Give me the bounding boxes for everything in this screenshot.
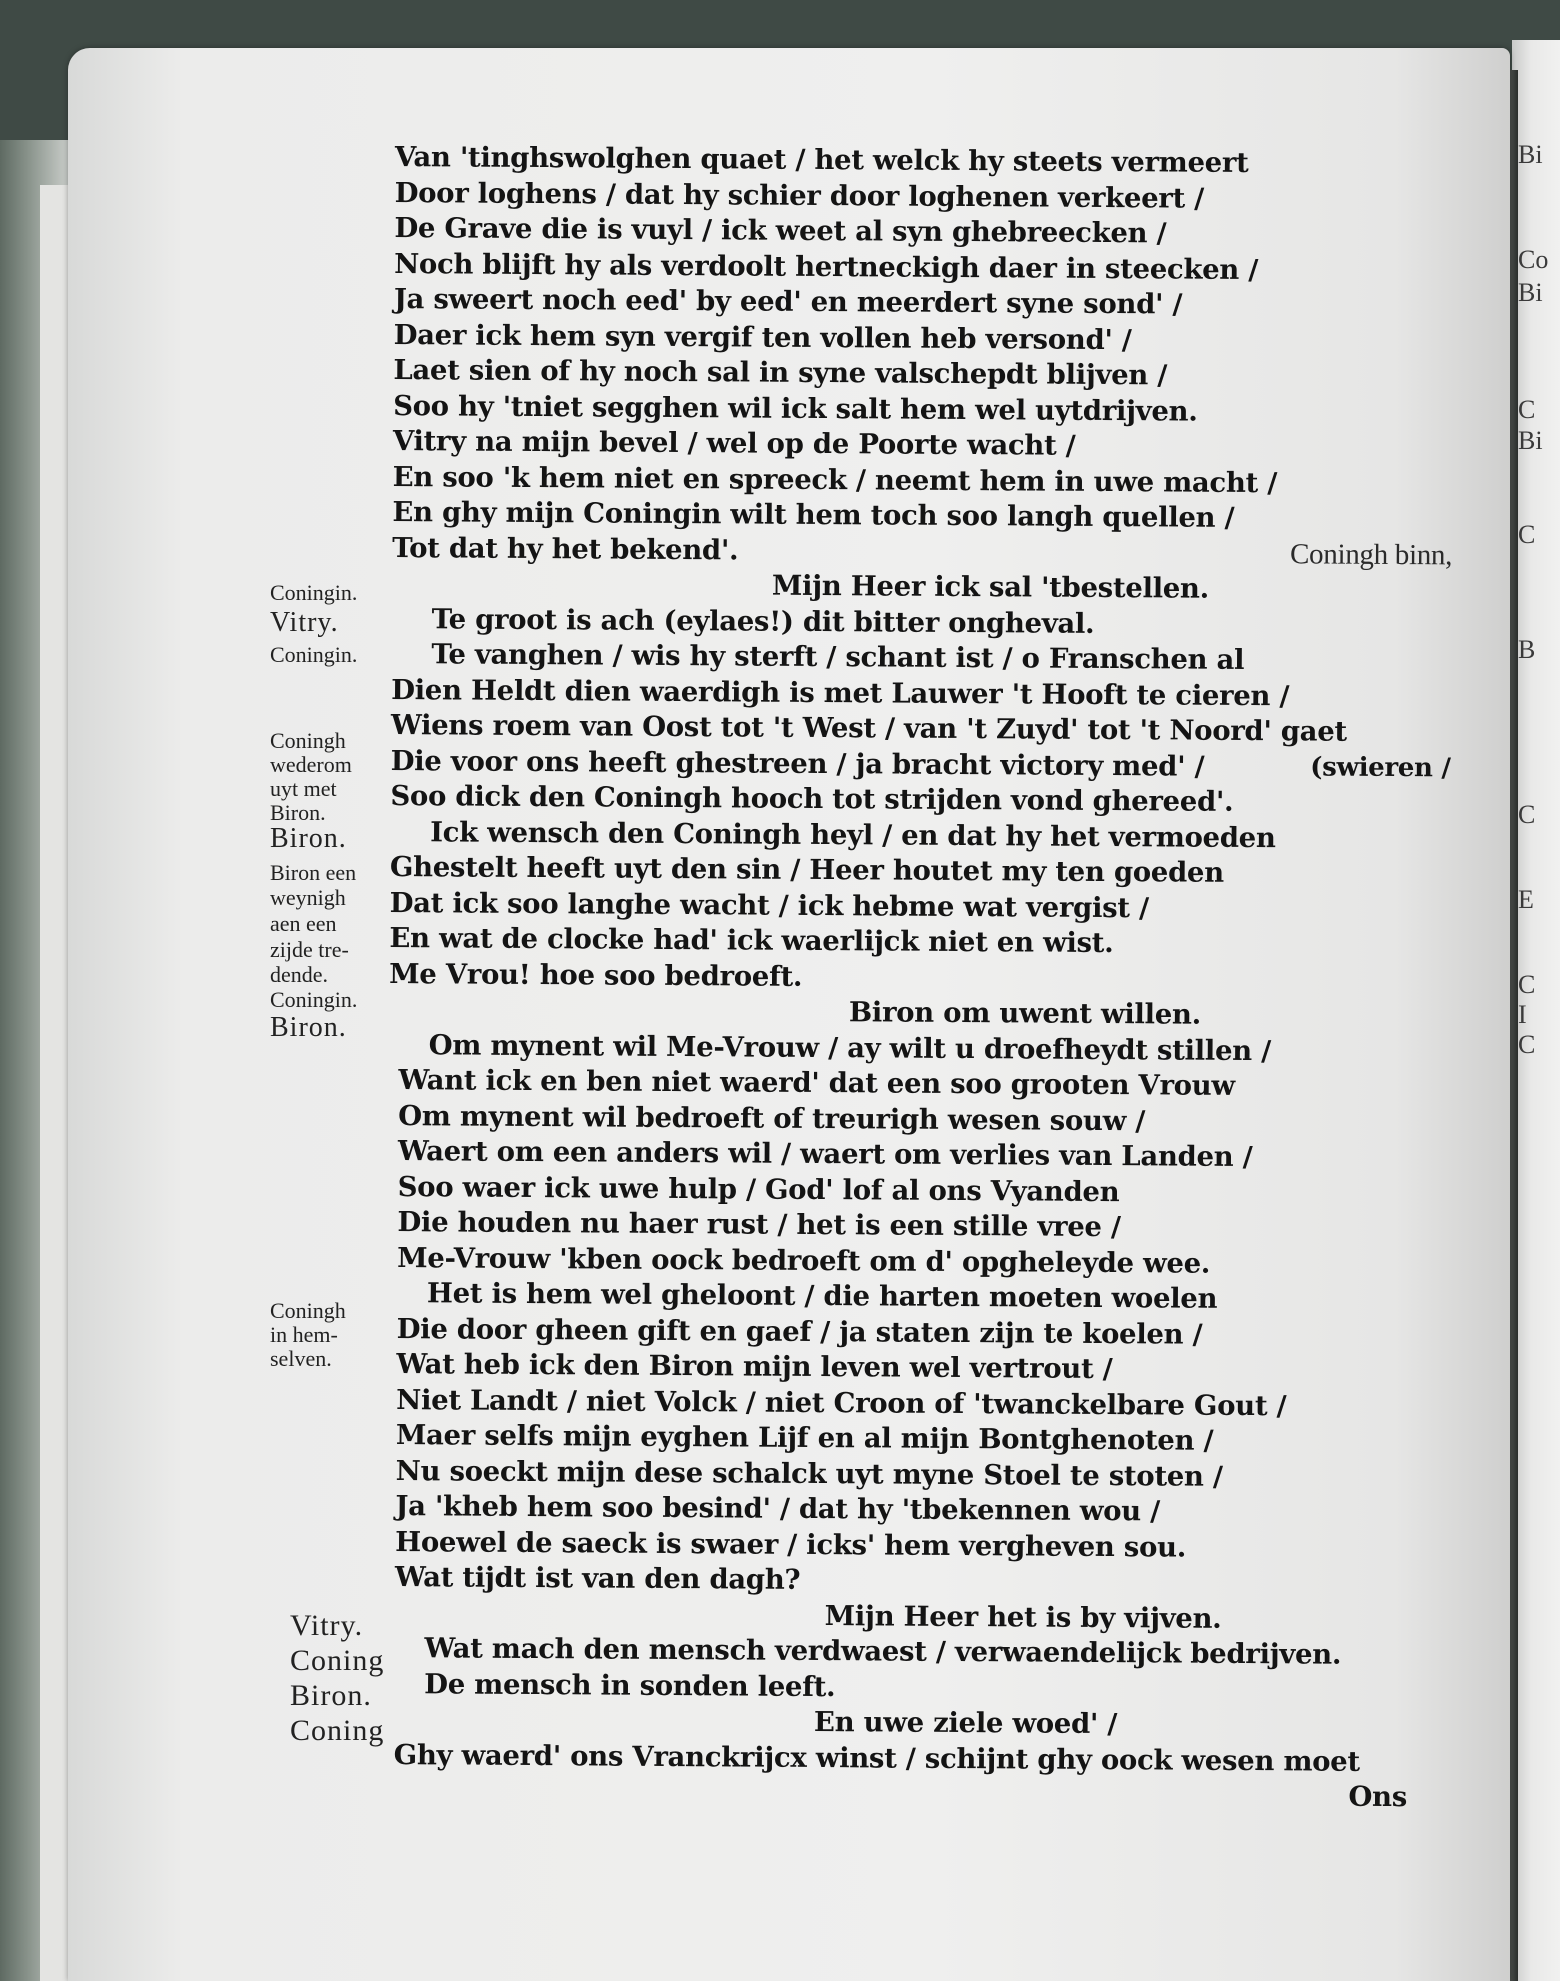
speaker-label: Biron. xyxy=(290,1679,372,1712)
next-page-mark: Bi xyxy=(1518,278,1543,307)
verse-line: Hoewel de saeck is swaer / icks' hem vergheven sou. xyxy=(395,1525,1187,1564)
stage-direction: uyt met xyxy=(270,776,337,801)
verse-line: Daer ick hem syn vergif ten vollen heb versond' / xyxy=(393,318,1132,356)
stage-direction: (swieren / xyxy=(1310,751,1451,783)
next-page-mark: Co xyxy=(1518,245,1549,274)
verse-line: Wat heb ick den Biron mijn leven wel vertrout / xyxy=(396,1348,1113,1386)
next-page-strip xyxy=(1512,40,1560,1981)
speaker-label: Coningin. xyxy=(270,987,358,1012)
stage-direction: in hem- xyxy=(270,1322,338,1347)
verse-line: Door loghens / dat hy schier door loghenen verkeert / xyxy=(394,176,1205,215)
verse-line: Ja sweert noch eed' by eed' en meerdert syne sond' / xyxy=(393,282,1183,321)
stage-direction: zijde tre- xyxy=(270,937,349,962)
verse-line: Wat tijdt ist van den dagh? xyxy=(394,1561,801,1596)
verse-line: Me-Vrouw 'kben oock bedroeft om d' opgheleyde wee. xyxy=(397,1241,1211,1280)
verse-line: Te groot is ach (eylaes!) dit bitter ongheval. xyxy=(431,602,1095,640)
speaker-label: Coningin. xyxy=(270,580,358,605)
verse-line: Wiens roem van Oost tot 't West / van 't Zuyd' tot 't Noord' gaet xyxy=(390,708,1347,748)
next-page-mark: C xyxy=(1518,1030,1536,1059)
speaker-label: Biron. xyxy=(270,1012,347,1043)
verse-line: Van 'tinghswolghen quaet / het welck hy steets vermeert xyxy=(394,140,1249,179)
next-page-mark: C xyxy=(1518,970,1536,999)
verse-block xyxy=(383,140,1455,1816)
catchword: Ons xyxy=(1348,1780,1408,1814)
speaker-label: Biron. xyxy=(270,823,347,854)
verse-line: Noch blijft hy als verdoolt hertneckigh daer in steecken / xyxy=(394,247,1259,286)
verse-line: Om mynent wil bedroeft of treurigh wesen souw / xyxy=(398,1099,1146,1137)
speaker-label: Coning xyxy=(290,1644,385,1677)
verse-line: Waert om een anders wil / waert om verlies van Landen / xyxy=(397,1135,1253,1174)
stage-direction: weynigh xyxy=(270,885,346,910)
verse-line: De mensch in sonden leeft. xyxy=(424,1667,836,1703)
next-page-mark: C xyxy=(1518,520,1536,549)
next-page-mark: I xyxy=(1518,1000,1527,1029)
speaker-label: Vitry. xyxy=(290,1609,364,1642)
verse-line: Vitry na mijn bevel / wel op de Poorte wacht / xyxy=(392,424,1076,462)
stage-direction: wederom xyxy=(270,752,352,777)
speaker-label: Coningin. xyxy=(270,642,358,667)
verse-line: Die voor ons heeft ghestreen / ja bracht victory med' / (swieren / xyxy=(391,743,1451,786)
verse-line: Soo dick den Coningh hooch tot strijden vond ghereed'. xyxy=(390,779,1234,818)
verse-line: Mijn Heer het is by vijven. xyxy=(824,1599,1222,1635)
stage-direction: Biron. xyxy=(270,800,326,825)
stage-direction: Biron een xyxy=(270,860,357,885)
stage-direction: dende. xyxy=(270,962,329,987)
next-page-mark: C xyxy=(1518,395,1536,424)
verse-line: Om mynent wil Me-Vrouw / ay wilt u droefheydt stillen / xyxy=(428,1028,1272,1067)
verse-line: Nu soeckt mijn dese schalck uyt myne Stoel te stoten / xyxy=(395,1454,1223,1493)
verse-line: Dien Heldt dien waerdigh is met Lauwer 't Hooft te cieren / xyxy=(391,673,1290,712)
verse-line: Wat mach den mensch verdwaest / verwaendelijck bedrijven. xyxy=(424,1632,1342,1671)
next-page-mark: B xyxy=(1518,635,1536,664)
stage-direction: Coningh binn, xyxy=(1289,537,1453,571)
verse-line: Het is hem wel gheloont / die harten moeten woelen xyxy=(426,1277,1218,1315)
verse-line: Maer selfs mijn eyghen Lijf en al mijn Bontghenoten / xyxy=(395,1419,1214,1457)
next-page-mark: E xyxy=(1518,885,1534,914)
stage-direction: aen een xyxy=(270,911,337,936)
next-page-mark: C xyxy=(1518,800,1536,829)
verse-line: En soo 'k hem niet en spreeck / neemt hem in uwe macht / xyxy=(392,460,1278,499)
verse-line: Ghy waerd' ons Vranckrijcx winst / schijnt ghy oock wesen moet xyxy=(393,1738,1360,1778)
verse-line: Die houden nu haer rust / het is een stille vree / xyxy=(397,1206,1121,1244)
verse-line: Me Vrou! hoe soo bedroeft. xyxy=(389,957,803,993)
verse-line: Niet Landt / niet Volck / niet Croon of 'twanckelbare Gout / xyxy=(396,1383,1287,1422)
verse-line: Dat ick soo langhe wacht / ick hebme wat vergist / xyxy=(389,886,1149,924)
next-page-mark: Bi xyxy=(1518,426,1543,455)
verse-line: Mijn Heer ick sal 'tbestellen. xyxy=(771,569,1210,605)
verse-line: Te vanghen / wis hy sterft / schant ist / o Franschen al xyxy=(431,638,1245,676)
verse-line: Biron om uwent willen. xyxy=(848,996,1202,1031)
stage-direction: Coningh xyxy=(270,728,346,753)
verse-line: En ghy mijn Coningin wilt hem toch soo langh quellen / xyxy=(392,495,1235,534)
verse-line: Ick wensch den Coningh heyl / en dat hy het vermoeden xyxy=(430,815,1276,854)
verse-line: Laet sien of hy noch sal in syne valschepdt blijven / xyxy=(393,353,1168,392)
verse-line: En wat de clocke had' ick waerlijck niet en wist. xyxy=(389,921,1114,960)
verse-line: De Grave die is vuyl / ick weet al syn ghebreecken / xyxy=(394,211,1167,250)
stage-direction: selven. xyxy=(270,1346,332,1371)
verse-line: Soo waer ick uwe hulp / God' lof al ons Vyanden xyxy=(397,1170,1120,1208)
verse-line: En uwe ziele woed' / xyxy=(813,1705,1118,1741)
speaker-label: Coning xyxy=(290,1714,385,1747)
verse-line: Ja 'kheb hem soo besind' / dat hy 'tbekennen wou / xyxy=(395,1490,1161,1528)
verse-line: Die door gheen gift en gaef / ja staten zijn te koelen / xyxy=(396,1312,1203,1351)
stage-direction: Coningh xyxy=(270,1298,346,1323)
verse-line: Ghestelt heeft uyt den sin / Heer houtet my ten goeden xyxy=(389,850,1225,889)
verse-line: Tot dat hy het bekend'. Coningh binn, xyxy=(392,530,1452,573)
verse-line: Soo hy 'tniet segghen wil ick salt hem wel uytdrijven. xyxy=(393,389,1198,428)
next-page-mark: Bi xyxy=(1518,140,1543,169)
verse-line: Want ick en ben niet waerd' dat een soo grooten Vrouw xyxy=(398,1064,1235,1102)
speaker-label: Vitry. xyxy=(270,607,339,638)
